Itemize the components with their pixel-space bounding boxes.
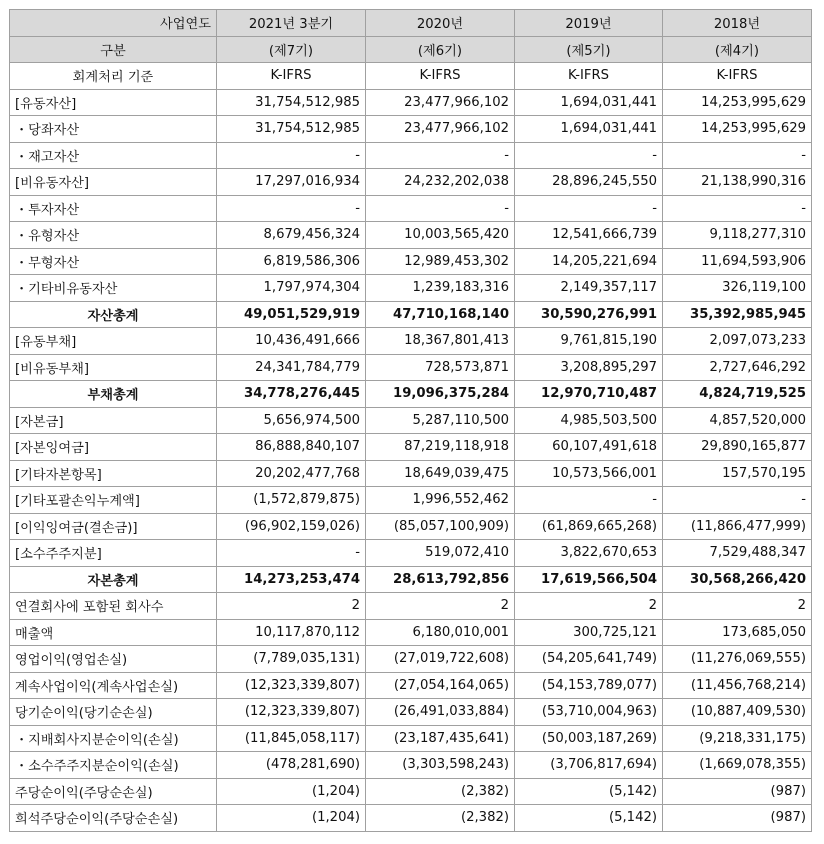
table-row: [10, 407, 812, 434]
value-cell: 519,072,410: [366, 540, 515, 567]
value-cell: (5,142): [515, 805, 663, 832]
value-cell: 29,890,165,877: [663, 434, 812, 461]
table-row: [10, 354, 812, 381]
value-cell: 14,253,995,629: [663, 89, 812, 116]
value-cell: 30,568,266,420: [663, 566, 812, 593]
row-label-cell: [기타포괄손익누계액]: [10, 487, 217, 514]
value-cell: 2,097,073,233: [663, 328, 812, 355]
total-row: [10, 381, 812, 408]
value-cell: (50,003,187,269): [515, 725, 663, 752]
year-label-cell: 사업연도: [10, 10, 217, 37]
value-cell: 8,679,456,324: [217, 222, 366, 249]
value-cell: 1,694,031,441: [515, 89, 663, 116]
value-cell: 3,822,670,653: [515, 540, 663, 567]
value-cell: 31,754,512,985: [217, 89, 366, 116]
table-row: [10, 805, 812, 832]
value-cell: 10,436,491,666: [217, 328, 366, 355]
value-cell: -: [663, 195, 812, 222]
value-cell: 2,149,357,117: [515, 275, 663, 302]
table-row: [10, 699, 812, 726]
row-label-cell: 회계처리 기준: [10, 63, 217, 90]
value-cell: 5,656,974,500: [217, 407, 366, 434]
value-cell: -: [663, 142, 812, 169]
value-cell: (23,187,435,641): [366, 725, 515, 752]
row-label-cell: 주당순이익(주당순손실): [10, 778, 217, 805]
value-cell: 49,051,529,919: [217, 301, 366, 328]
row-label-cell: [기타자본항목]: [10, 460, 217, 487]
table-row: [10, 195, 812, 222]
row-label-cell: [비유동자산]: [10, 169, 217, 196]
value-cell: 2: [217, 593, 366, 620]
period-header-cell: (제7기): [217, 36, 366, 63]
value-cell: -: [515, 195, 663, 222]
value-cell: 1,239,183,316: [366, 275, 515, 302]
value-cell: 23,477,966,102: [366, 89, 515, 116]
table-row: [10, 752, 812, 779]
value-cell: 4,824,719,525: [663, 381, 812, 408]
value-cell: (12,323,339,807): [217, 672, 366, 699]
value-cell: 18,367,801,413: [366, 328, 515, 355]
row-label-cell: [자본잉여금]: [10, 434, 217, 461]
value-cell: -: [366, 142, 515, 169]
value-cell: 28,896,245,550: [515, 169, 663, 196]
value-cell: (96,902,159,026): [217, 513, 366, 540]
row-label-cell: [유동자산]: [10, 89, 217, 116]
row-label-cell: 영업이익(영업손실): [10, 646, 217, 673]
row-label-cell: ・무형자산: [10, 248, 217, 275]
value-cell: (27,054,164,065): [366, 672, 515, 699]
table-row: [10, 63, 812, 90]
value-cell: 6,819,586,306: [217, 248, 366, 275]
value-cell: (3,303,598,243): [366, 752, 515, 779]
value-cell: (11,866,477,999): [663, 513, 812, 540]
value-cell: 10,003,565,420: [366, 222, 515, 249]
value-cell: (11,845,058,117): [217, 725, 366, 752]
header-row-periods: [10, 36, 812, 63]
row-label-cell: [소수주주지분]: [10, 540, 217, 567]
value-cell: 7,529,488,347: [663, 540, 812, 567]
period-header-cell: (제4기): [663, 36, 812, 63]
value-cell: K-IFRS: [366, 63, 515, 90]
row-label-cell: 자본총계: [10, 566, 217, 593]
row-label-cell: ・지배회사지분순이익(손실): [10, 725, 217, 752]
value-cell: 2,727,646,292: [663, 354, 812, 381]
table-row: [10, 116, 812, 143]
value-cell: (11,276,069,555): [663, 646, 812, 673]
row-label-cell: ・소수주주지분순이익(손실): [10, 752, 217, 779]
value-cell: -: [515, 142, 663, 169]
value-cell: K-IFRS: [217, 63, 366, 90]
table-row: [10, 487, 812, 514]
value-cell: 14,253,995,629: [663, 116, 812, 143]
value-cell: -: [663, 487, 812, 514]
value-cell: 31,754,512,985: [217, 116, 366, 143]
value-cell: (2,382): [366, 778, 515, 805]
value-cell: (26,491,033,884): [366, 699, 515, 726]
value-cell: (9,218,331,175): [663, 725, 812, 752]
value-cell: 173,685,050: [663, 619, 812, 646]
table-row: [10, 434, 812, 461]
year-header-cell: 2019년: [515, 10, 663, 37]
table-row: [10, 725, 812, 752]
row-label-cell: [자본금]: [10, 407, 217, 434]
value-cell: (7,789,035,131): [217, 646, 366, 673]
value-cell: (5,142): [515, 778, 663, 805]
value-cell: 3,208,895,297: [515, 354, 663, 381]
period-header-cell: (제6기): [366, 36, 515, 63]
header-row-years: [10, 10, 812, 37]
value-cell: 10,573,566,001: [515, 460, 663, 487]
total-row: [10, 301, 812, 328]
value-cell: 9,761,815,190: [515, 328, 663, 355]
value-cell: 4,985,503,500: [515, 407, 663, 434]
value-cell: (1,669,078,355): [663, 752, 812, 779]
table-row: [10, 619, 812, 646]
year-header-cell: 2018년: [663, 10, 812, 37]
value-cell: (478,281,690): [217, 752, 366, 779]
row-label-cell: 매출액: [10, 619, 217, 646]
value-cell: 300,725,121: [515, 619, 663, 646]
value-cell: 2: [366, 593, 515, 620]
value-cell: K-IFRS: [515, 63, 663, 90]
value-cell: 60,107,491,618: [515, 434, 663, 461]
table-row: [10, 328, 812, 355]
value-cell: 17,619,566,504: [515, 566, 663, 593]
financial-summary-table: [9, 9, 812, 832]
row-label-cell: ・당좌자산: [10, 116, 217, 143]
row-label-cell: 계속사업이익(계속사업손실): [10, 672, 217, 699]
value-cell: (987): [663, 778, 812, 805]
value-cell: 326,119,100: [663, 275, 812, 302]
value-cell: 35,392,985,945: [663, 301, 812, 328]
row-label-cell: [이익잉여금(결손금)]: [10, 513, 217, 540]
value-cell: 87,219,118,918: [366, 434, 515, 461]
table-row: [10, 593, 812, 620]
table-row: [10, 142, 812, 169]
value-cell: (27,019,722,608): [366, 646, 515, 673]
value-cell: -: [515, 487, 663, 514]
table-row: [10, 248, 812, 275]
value-cell: K-IFRS: [663, 63, 812, 90]
value-cell: 47,710,168,140: [366, 301, 515, 328]
row-label-cell: ・기타비유동자산: [10, 275, 217, 302]
value-cell: 11,694,593,906: [663, 248, 812, 275]
value-cell: (53,710,004,963): [515, 699, 663, 726]
value-cell: 1,694,031,441: [515, 116, 663, 143]
value-cell: 18,649,039,475: [366, 460, 515, 487]
value-cell: 12,541,666,739: [515, 222, 663, 249]
value-cell: (54,153,789,077): [515, 672, 663, 699]
table-body: [10, 63, 812, 832]
row-label-cell: [유동부채]: [10, 328, 217, 355]
row-label-cell: 당기순이익(당기순손실): [10, 699, 217, 726]
period-header-cell: (제5기): [515, 36, 663, 63]
row-label-cell: [비유동부채]: [10, 354, 217, 381]
value-cell: 9,118,277,310: [663, 222, 812, 249]
value-cell: 10,117,870,112: [217, 619, 366, 646]
value-cell: 17,297,016,934: [217, 169, 366, 196]
value-cell: 1,996,552,462: [366, 487, 515, 514]
value-cell: 24,232,202,038: [366, 169, 515, 196]
row-label-cell: ・재고자산: [10, 142, 217, 169]
value-cell: 157,570,195: [663, 460, 812, 487]
row-label-cell: ・투자자산: [10, 195, 217, 222]
value-cell: 86,888,840,107: [217, 434, 366, 461]
value-cell: 2: [663, 593, 812, 620]
value-cell: (54,205,641,749): [515, 646, 663, 673]
year-header-cell: 2020년: [366, 10, 515, 37]
row-label-cell: 자산총계: [10, 301, 217, 328]
value-cell: 728,573,871: [366, 354, 515, 381]
division-label-cell: 구분: [10, 36, 217, 63]
value-cell: (12,323,339,807): [217, 699, 366, 726]
value-cell: 12,970,710,487: [515, 381, 663, 408]
table-row: [10, 275, 812, 302]
value-cell: -: [217, 195, 366, 222]
value-cell: 21,138,990,316: [663, 169, 812, 196]
value-cell: 14,205,221,694: [515, 248, 663, 275]
table-row: [10, 778, 812, 805]
table-row: [10, 646, 812, 673]
value-cell: 19,096,375,284: [366, 381, 515, 408]
value-cell: -: [366, 195, 515, 222]
table-row: [10, 513, 812, 540]
value-cell: 20,202,477,768: [217, 460, 366, 487]
value-cell: 1,797,974,304: [217, 275, 366, 302]
value-cell: 14,273,253,474: [217, 566, 366, 593]
value-cell: (1,204): [217, 778, 366, 805]
row-label-cell: 연결회사에 포함된 회사수: [10, 593, 217, 620]
value-cell: (2,382): [366, 805, 515, 832]
value-cell: 12,989,453,302: [366, 248, 515, 275]
value-cell: (3,706,817,694): [515, 752, 663, 779]
value-cell: (85,057,100,909): [366, 513, 515, 540]
value-cell: (10,887,409,530): [663, 699, 812, 726]
table-row: [10, 540, 812, 567]
value-cell: 24,341,784,779: [217, 354, 366, 381]
row-label-cell: 희석주당순이익(주당순손실): [10, 805, 217, 832]
year-header-cell: 2021년 3분기: [217, 10, 366, 37]
value-cell: -: [217, 540, 366, 567]
table-row: [10, 460, 812, 487]
value-cell: 2: [515, 593, 663, 620]
table-row: [10, 672, 812, 699]
value-cell: 4,857,520,000: [663, 407, 812, 434]
value-cell: (11,456,768,214): [663, 672, 812, 699]
value-cell: (1,204): [217, 805, 366, 832]
value-cell: 28,613,792,856: [366, 566, 515, 593]
row-label-cell: ・유형자산: [10, 222, 217, 249]
value-cell: (1,572,879,875): [217, 487, 366, 514]
value-cell: 5,287,110,500: [366, 407, 515, 434]
table-row: [10, 169, 812, 196]
row-label-cell: 부채총계: [10, 381, 217, 408]
value-cell: 30,590,276,991: [515, 301, 663, 328]
total-row: [10, 566, 812, 593]
value-cell: (61,869,665,268): [515, 513, 663, 540]
value-cell: 6,180,010,001: [366, 619, 515, 646]
table-row: [10, 89, 812, 116]
value-cell: (987): [663, 805, 812, 832]
table-row: [10, 222, 812, 249]
value-cell: 34,778,276,445: [217, 381, 366, 408]
value-cell: -: [217, 142, 366, 169]
value-cell: 23,477,966,102: [366, 116, 515, 143]
